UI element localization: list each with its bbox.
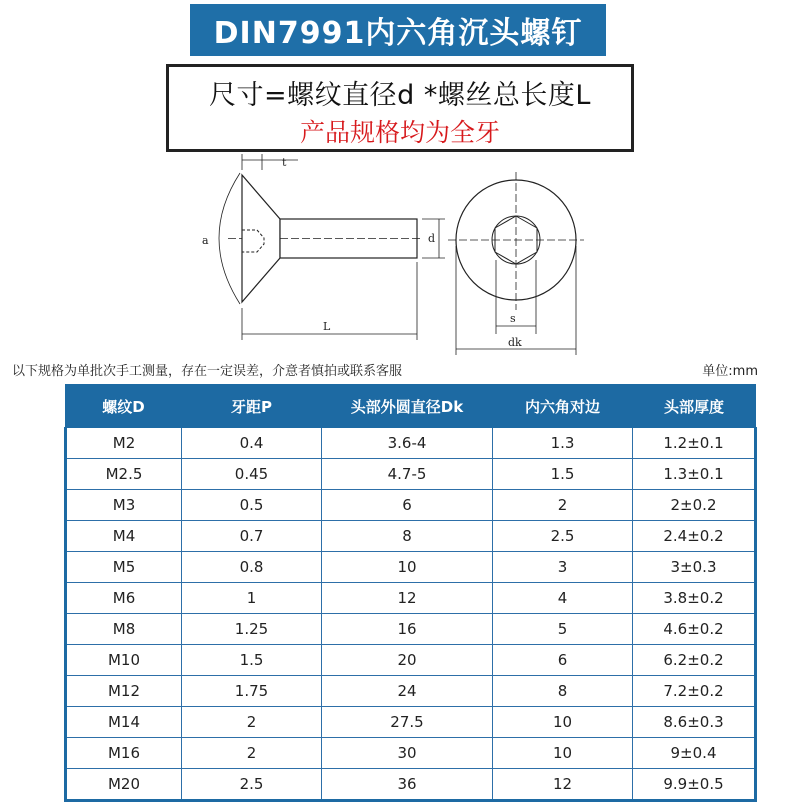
cell-hex-socket-size: 6 [493, 645, 633, 676]
cell-pitch-p: 0.5 [182, 490, 322, 521]
cell-thread-d: M14 [66, 707, 182, 738]
cell-pitch-p: 2 [182, 738, 322, 769]
cell-thread-d: M4 [66, 521, 182, 552]
table-row [66, 521, 756, 552]
unit-label: 单位:mm [702, 364, 758, 379]
cell-pitch-p: 0.45 [182, 459, 322, 490]
header-thread-d: 螺纹D [66, 385, 182, 428]
cell-head-diameter-dk: 8 [322, 521, 493, 552]
cell-head-diameter-dk: 3.6-4 [322, 428, 493, 459]
cell-pitch-p: 1.75 [182, 676, 322, 707]
header-pitch-p: 牙距P [182, 385, 322, 428]
page-title: DIN7991内六角沉头螺钉 [190, 4, 606, 56]
cell-head-diameter-dk: 20 [322, 645, 493, 676]
table-row [66, 490, 756, 521]
cell-head-thickness: 1.2±0.1 [633, 428, 756, 459]
dim-label-dk: dk [508, 336, 522, 349]
header-hex-socket-size: 内六角对边 [493, 385, 633, 428]
cell-hex-socket-size: 2.5 [493, 521, 633, 552]
table-row [66, 707, 756, 738]
cell-hex-socket-size: 8 [493, 676, 633, 707]
cell-head-diameter-dk: 24 [322, 676, 493, 707]
cell-thread-d: M2 [66, 428, 182, 459]
full-thread-note: 产品规格均为全牙 [299, 118, 500, 147]
cell-hex-socket-size: 1.3 [493, 428, 633, 459]
header-head-diameter-dk: 头部外圆直径Dk [322, 385, 493, 428]
table-row [66, 676, 756, 707]
cell-pitch-p: 2.5 [182, 769, 322, 801]
table-row [66, 459, 756, 490]
spec-box [166, 64, 634, 152]
dim-label-L: L [323, 320, 331, 333]
cell-hex-socket-size: 10 [493, 738, 633, 769]
table-row [66, 738, 756, 769]
cell-head-diameter-dk: 6 [322, 490, 493, 521]
table-row [66, 769, 756, 801]
cell-hex-socket-size: 10 [493, 707, 633, 738]
dim-label-d: d [428, 232, 436, 245]
cell-pitch-p: 0.4 [182, 428, 322, 459]
table-row [66, 552, 756, 583]
cell-head-thickness: 8.6±0.3 [633, 707, 756, 738]
dim-label-t: t [282, 156, 287, 169]
cell-pitch-p: 1.25 [182, 614, 322, 645]
cell-head-diameter-dk: 16 [322, 614, 493, 645]
cell-hex-socket-size: 1.5 [493, 459, 633, 490]
cell-thread-d: M10 [66, 645, 182, 676]
cell-head-thickness: 2.4±0.2 [633, 521, 756, 552]
cell-head-thickness: 3±0.3 [633, 552, 756, 583]
cell-head-thickness: 2±0.2 [633, 490, 756, 521]
table-row [66, 583, 756, 614]
screw-diagram [190, 150, 590, 358]
cell-pitch-p: 0.7 [182, 521, 322, 552]
cell-pitch-p: 1 [182, 583, 322, 614]
table-row [66, 614, 756, 645]
table-header-row [66, 385, 756, 428]
cell-pitch-p: 0.8 [182, 552, 322, 583]
cell-thread-d: M20 [66, 769, 182, 801]
cell-pitch-p: 1.5 [182, 645, 322, 676]
spec-table [64, 384, 757, 802]
cell-head-diameter-dk: 36 [322, 769, 493, 801]
table-row [66, 645, 756, 676]
cell-hex-socket-size: 4 [493, 583, 633, 614]
cell-hex-socket-size: 3 [493, 552, 633, 583]
cell-head-thickness: 6.2±0.2 [633, 645, 756, 676]
cell-hex-socket-size: 2 [493, 490, 633, 521]
dim-label-s: s [510, 312, 516, 325]
cell-head-diameter-dk: 30 [322, 738, 493, 769]
cell-head-diameter-dk: 27.5 [322, 707, 493, 738]
cell-pitch-p: 2 [182, 707, 322, 738]
header-head-thickness: 头部厚度 [633, 385, 756, 428]
cell-head-thickness: 3.8±0.2 [633, 583, 756, 614]
cell-head-diameter-dk: 10 [322, 552, 493, 583]
size-definition: 尺寸=螺纹直径d *螺丝总长度L [209, 80, 591, 111]
cell-thread-d: M8 [66, 614, 182, 645]
cell-thread-d: M12 [66, 676, 182, 707]
cell-head-thickness: 4.6±0.2 [633, 614, 756, 645]
cell-head-thickness: 9±0.4 [633, 738, 756, 769]
cell-head-thickness: 1.3±0.1 [633, 459, 756, 490]
cell-thread-d: M6 [66, 583, 182, 614]
cell-hex-socket-size: 12 [493, 769, 633, 801]
cell-head-thickness: 7.2±0.2 [633, 676, 756, 707]
cell-head-diameter-dk: 12 [322, 583, 493, 614]
cell-head-diameter-dk: 4.7-5 [322, 459, 493, 490]
cell-thread-d: M3 [66, 490, 182, 521]
cell-thread-d: M16 [66, 738, 182, 769]
cell-thread-d: M5 [66, 552, 182, 583]
cell-hex-socket-size: 5 [493, 614, 633, 645]
cell-thread-d: M2.5 [66, 459, 182, 490]
measurement-note: 以下规格为单批次手工测量，存在一定误差，介意者慎拍或联系客服 [12, 364, 403, 379]
table-row [66, 428, 756, 459]
cell-head-thickness: 9.9±0.5 [633, 769, 756, 801]
dim-label-a: a [202, 234, 209, 247]
